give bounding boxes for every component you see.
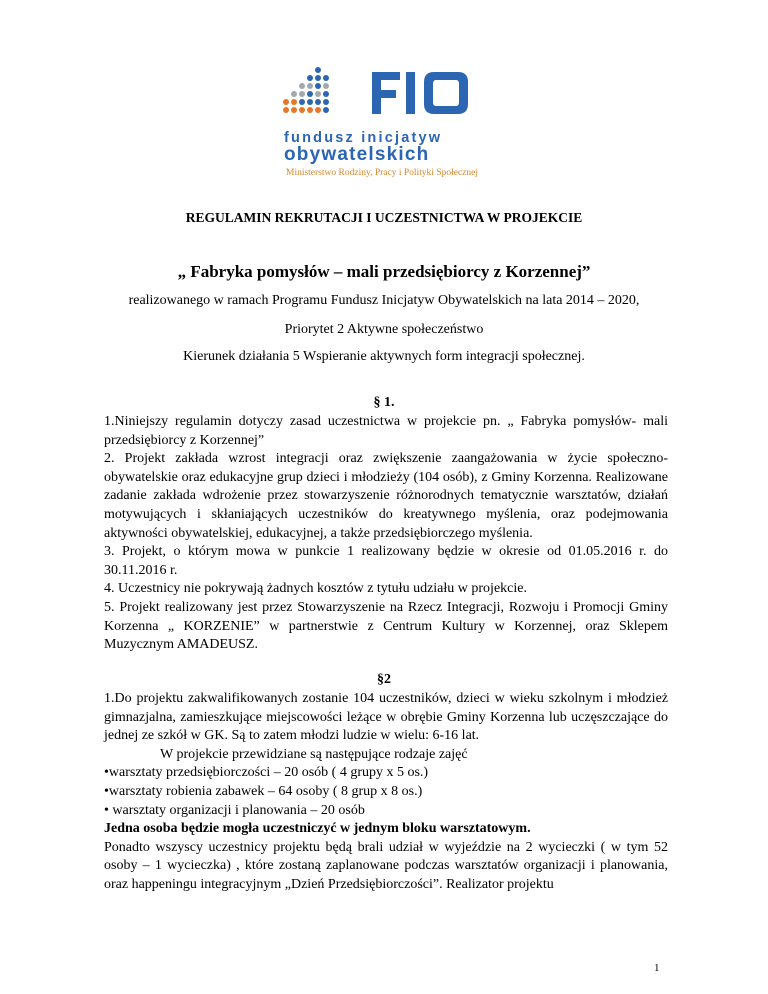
fio-logo xyxy=(280,58,495,188)
section-1-body xyxy=(104,413,668,655)
direction-line: Kierunek działania 5 Wspieranie aktywnych form integracji społecznej. xyxy=(183,349,585,364)
section-2-bullet: •warsztaty robienia zabawek – 64 osoby ( 8 grup x 8 os.) xyxy=(104,783,423,799)
program-line: realizowanego w ramach Programu Fundusz Inicjatyw Obywatelskich na lata 2014 – 2020, xyxy=(128,293,640,308)
section-1-paragraph: 5. Projekt realizowany jest przez Stowarzyszenie na Rzecz Integracji, Rozwoju i Promocji Gminy Korzenna „ KORZENIE” w partnerstwie z Centrum Kultury w Korzennej, oraz Sklepem Muzycznym AMADEUSZ. xyxy=(104,599,668,653)
logo-dots-icon xyxy=(283,67,329,113)
section-2-paragraph: Ponadto wszyscy uczestnicy projektu będą brali udział w wyjeździe na 2 wycieczki ( w tym 52 osoby – 1 wycieczka) , które zostaną zaplanowane podczas warsztatów organizacji i planowania, oraz happeningu integracyjnym „Dzień Przedsiębiorczości”. Realizator projektu xyxy=(104,839,668,892)
fio-logo-graphic xyxy=(280,58,495,130)
section-2-heading: §2 xyxy=(377,672,391,687)
section-2-paragraph: W projekcie przewidziane są następujące rodzaje zajęć xyxy=(160,746,468,762)
project-title: „ Fabryka pomysłów – mali przedsiębiorcy z Korzennej” xyxy=(177,262,591,281)
section-1-paragraph: 1.Niniejszy regulamin dotyczy zasad uczestnictwa w projekcie pn. „ Fabryka pomysłów- mali przedsiębiorcy z Korzennej” xyxy=(104,414,668,448)
section-2-bullet: •warsztaty przedsiębiorczości – 20 osób ( 4 grupy x 5 os.) xyxy=(104,765,429,781)
priority-line: Priorytet 2 Aktywne społeczeństwo xyxy=(284,322,484,337)
section-1-paragraph: 3. Projekt, o którym mowa w punkcie 1 realizowany będzie w okresie od 01.05.2016 r. do 30.11.2016 r. xyxy=(104,544,668,578)
section-2-bold-note: Jedna osoba będzie mogła uczestniczyć w jednym bloku warsztatowym. xyxy=(104,821,531,837)
logo-text-line1: fundusz inicjatyw xyxy=(284,130,443,146)
section-1-paragraph: 4. Uczestnicy nie pokrywają żadnych kosztów z tytułu udziału w projekcie. xyxy=(104,581,527,597)
section-2-bullet: • warsztaty organizacji i planowania – 20 osób xyxy=(104,802,365,818)
section-1-paragraph: 2. Projekt zakłada wzrost integracji oraz zwiększenie zaangażowania w życie społeczno-obywatelskie oraz edukacyjne grup dzieci i młodzieży (104 osób), z Gminy Korzenna. Realizowane zadanie zakłada wdrożenie przez stowarzyszenie różnorodnych tematycznie warsztatów, działań motywujących i skłaniających uczestników do kreatywnego myślenia, oraz podejmowania aktywności obywatelskiej, edukacyjnej, a także przedsiębiorczego myślenia. xyxy=(104,451,668,541)
document-title: REGULAMIN REKRUTACJI I UCZESTNICTWA W PROJEKCIE xyxy=(185,210,583,225)
section-2-paragraph: 1.Do projektu zakwalifikowanych zostanie 104 uczestników, dzieci w wieku szkolnym i młodzież gimnazjalna, zamieszkujące miejscowości leżące w obrębie Gminy Korzenna lub uczęszczające do jednej ze szkół w GK. Są to zatem młodzi ludzie w wielu: 6-16 lat. xyxy=(104,691,668,744)
logo-text-line2: obywatelskich xyxy=(284,144,430,165)
logo-fio-letters xyxy=(372,72,468,114)
section-2-body xyxy=(104,690,668,895)
logo-ministry-text: Ministerstwo Rodziny, Pracy i Polityki Społecznej xyxy=(286,168,479,178)
page-number: 1 xyxy=(654,962,660,974)
section-1-heading: § 1. xyxy=(373,395,395,410)
